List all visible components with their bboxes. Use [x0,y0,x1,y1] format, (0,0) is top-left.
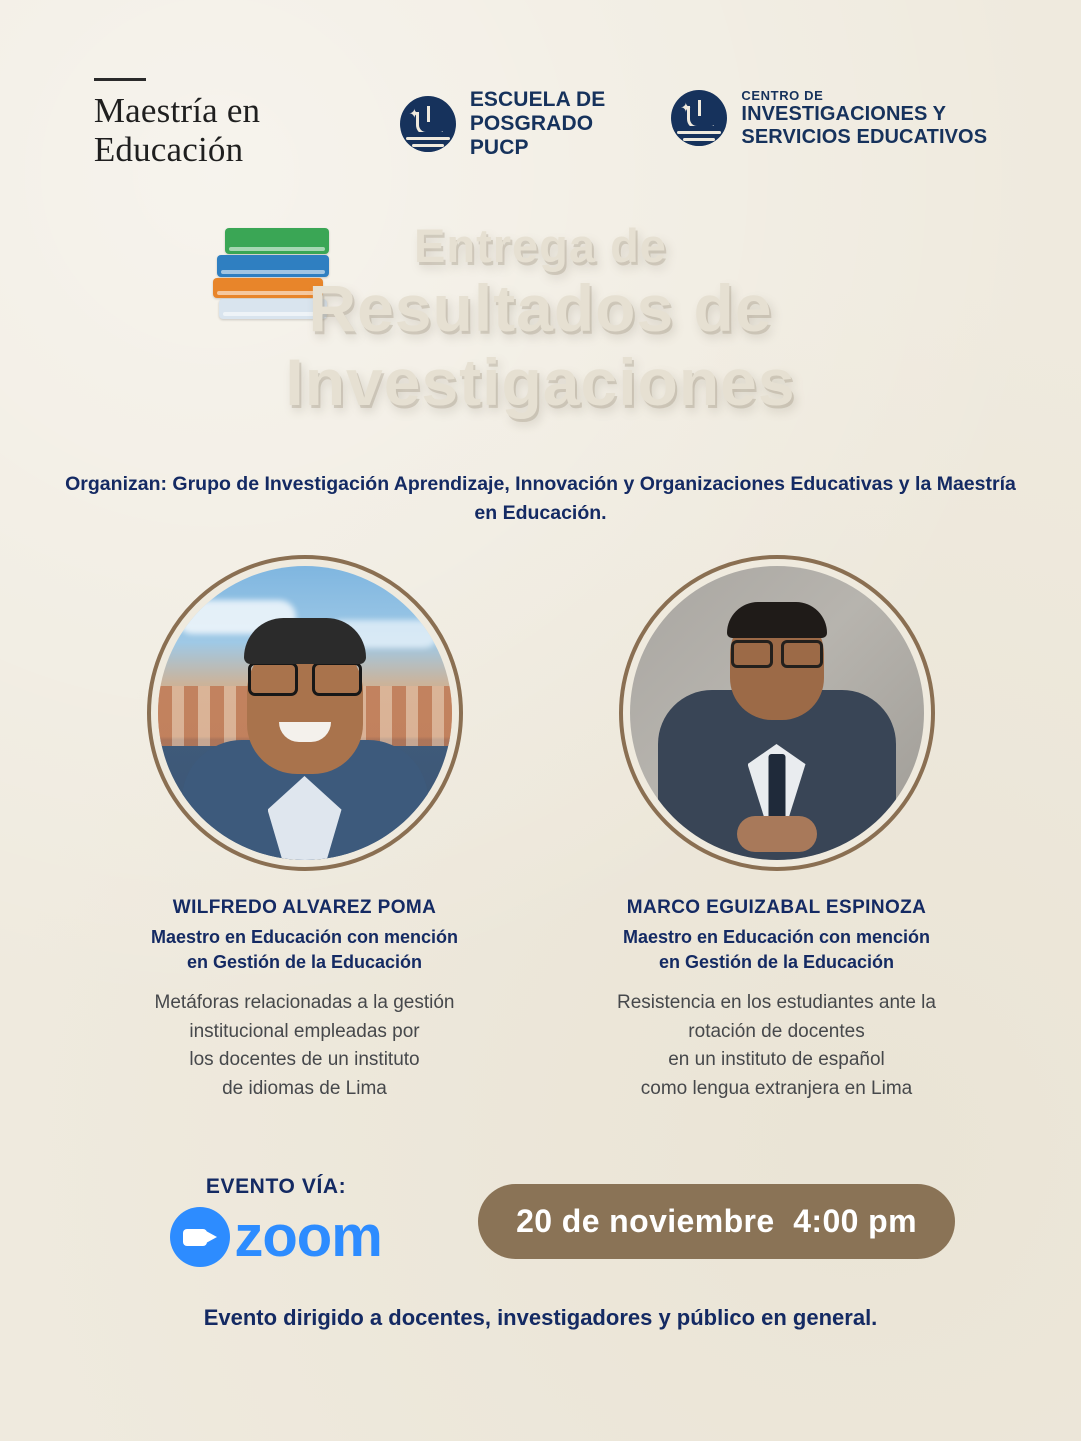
speaker-photo-wilfredo [158,566,452,860]
speaker-card [125,555,485,1103]
speaker-topic-line-2: rotación de docentes [688,1020,865,1042]
speaker-degree-line-2: en Gestión de la Educación [658,952,895,973]
speaker-topic-line-3: los docentes de un instituto [189,1049,420,1071]
pucp-ship-logo-icon [400,96,456,152]
speaker-topic-line-3: en un instituto de español [668,1049,885,1071]
audience-note: Evento dirigido a docentes, investigadores y público en general. [203,1305,878,1330]
speaker-topic-line-4: como lengua extranjera en Lima [640,1077,913,1099]
avatar [619,555,935,871]
speaker-photo-marco [630,566,924,860]
logo-posgrado-line-1: ESCUELA DE [469,88,606,111]
title-line-1: Entrega de [414,219,667,272]
title-line-3: Investigaciones [285,345,796,419]
brand-line-1: Maestría en [93,91,261,130]
speaker-name: MARCO EGUIZABAL ESPINOZA [626,897,927,918]
page-title [0,219,1081,419]
speaker-degree-line-1: Maestro en Educación con mención [622,927,931,947]
poster-header [0,72,1081,182]
eyeglasses-icon [729,640,825,664]
speaker-name: WILFREDO ALVAREZ POMA [172,897,437,918]
speaker-topic-line-1: Resistencia en los estudiantes ante la [617,992,936,1014]
speaker-degree-line-2: en Gestión de la Educación [186,952,423,973]
speaker-degree [125,925,485,975]
speaker-degree-line-1: Maestro en Educación con mención [150,927,459,947]
speaker-topic-line-2: institucional empleadas por [189,1020,420,1042]
brand-maestria-en-educacion [94,72,334,169]
event-via-block [126,1175,426,1267]
zoom-wordmark: zoom [234,1204,382,1269]
necktie-shape [768,754,785,820]
hands-shape [737,816,817,852]
zoom-logo [126,1204,426,1269]
event-details-row [0,1175,1081,1267]
speaker-topic [597,989,957,1103]
title-line-2: Resultados de [308,271,773,345]
event-via-label: EVENTO VÍA: [205,1175,347,1198]
organizers-text: Organizan: Grupo de Investigación Aprendizaje, Innovación y Organizaciones Educativas y la Maestría en Educación. [65,473,1016,525]
logo-centro-de-investigaciones [671,72,987,149]
pucp-ship-logo-icon [671,90,727,146]
speaker-topic [125,989,485,1103]
star-icon: ✦ [408,105,420,121]
logo-cise-small-line: CENTRO DE [741,88,824,103]
speaker-degree [597,925,957,975]
logo-text-posgrado [470,88,606,160]
zoom-camera-icon [170,1207,230,1267]
logo-escuela-de-posgrado-pucp [400,72,606,160]
speaker-topic-line-1: Metáforas relacionadas a la gestión [154,992,455,1014]
speakers-section [0,555,1081,1103]
speaker-card [597,555,957,1103]
eyeglasses-icon [246,662,364,692]
logo-posgrado-line-2: POSGRADO [469,111,594,135]
avatar [147,555,463,871]
hair-shape [727,602,827,638]
wave-shape [400,132,456,152]
brand-line-2: Educación [93,130,244,170]
logo-text-cise [741,88,987,149]
brand-rule-divider [94,78,146,81]
hair-shape [244,618,366,664]
logo-cise-line-2: SERVICIOS EDUCATIVOS [741,125,988,148]
wave-shape [671,126,727,146]
logo-posgrado-line-3: PUCP [469,135,529,159]
logo-cise-line-1: INVESTIGACIONES Y [741,103,947,125]
event-date-badge: 20 de noviembre 4:00 pm [478,1184,955,1259]
speaker-topic-line-4: de idiomas de Lima [222,1077,387,1099]
star-icon: ✦ [680,100,692,116]
